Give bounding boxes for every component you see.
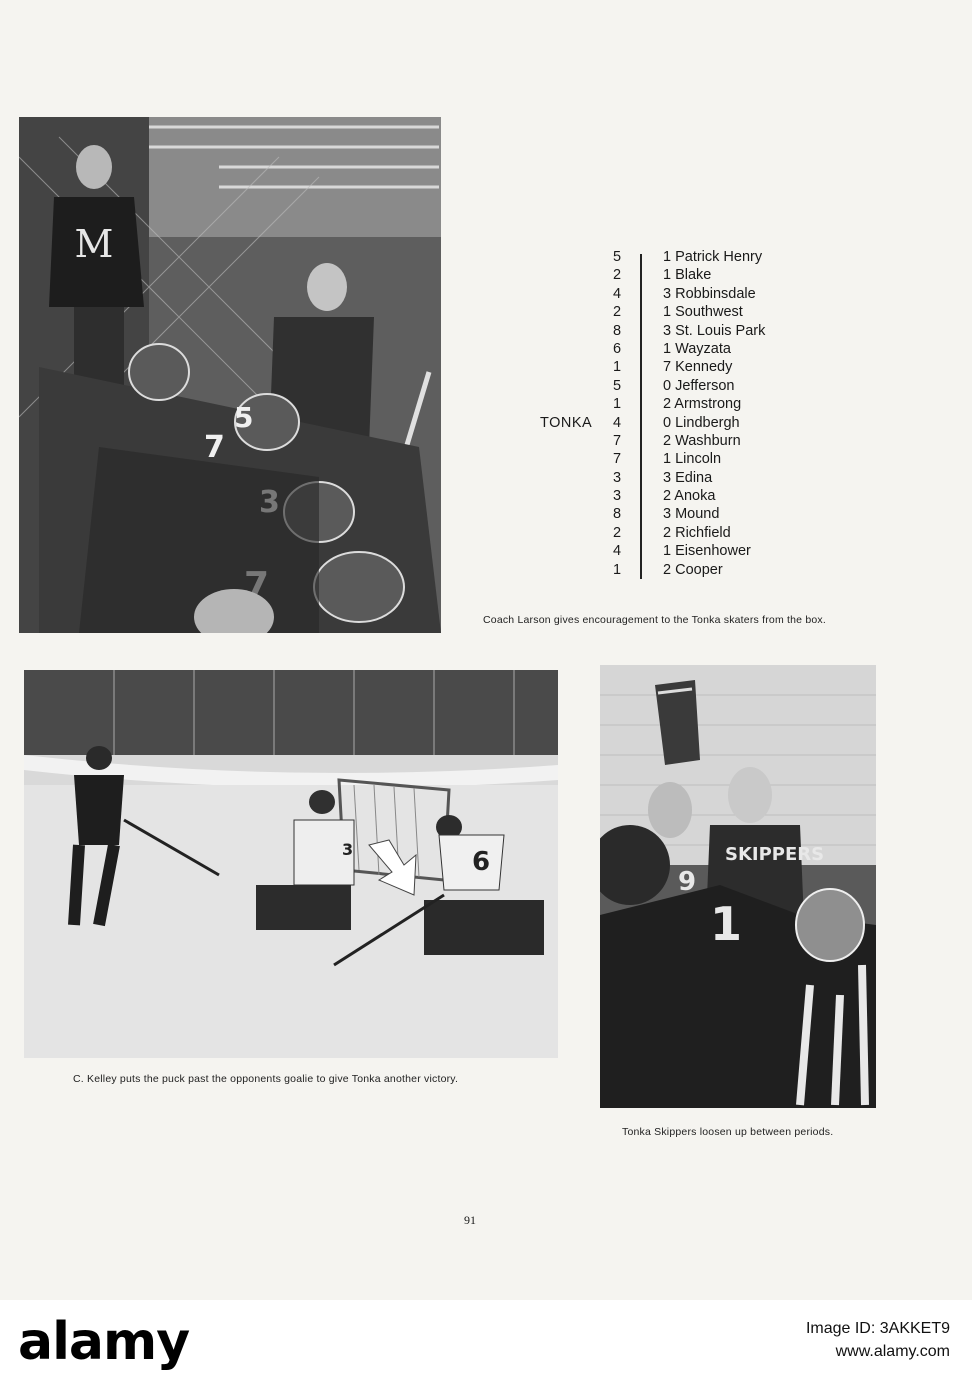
opponent-score: 2 Anoka xyxy=(663,488,716,505)
score-row xyxy=(540,487,800,505)
tonka-score: 3 xyxy=(612,488,622,505)
tonka-score: 4 xyxy=(612,543,622,560)
opponent-score: 1 Patrick Henry xyxy=(663,249,763,265)
footer-url: www.alamy.com xyxy=(835,1343,950,1360)
tonka-score: 7 xyxy=(612,432,622,449)
opponent-score: 0 Lindbergh xyxy=(663,414,740,431)
opponent-score: 3 Edina xyxy=(663,469,713,486)
opponent-score: 0 Jefferson xyxy=(663,377,735,394)
tonka-score: 1 xyxy=(612,561,622,578)
score-row xyxy=(540,266,800,284)
tonka-score: 5 xyxy=(612,249,622,265)
score-row xyxy=(540,285,800,303)
tonka-score: 2 xyxy=(612,267,622,284)
opponent-score: 2 Washburn xyxy=(663,432,741,449)
opponent-score: 3 St. Louis Park xyxy=(663,322,766,339)
opponent-score: 1 Wayzata xyxy=(663,340,731,357)
photo-coach-bench xyxy=(19,117,441,633)
score-row xyxy=(540,561,800,579)
opponent-score: 2 Cooper xyxy=(663,561,723,578)
tonka-score: 4 xyxy=(612,414,622,431)
caption-kelley: C. Kelley puts the puck past the opponents goalie to give Tonka another victory. xyxy=(73,1073,459,1085)
score-row xyxy=(540,248,800,266)
score-row xyxy=(540,450,800,468)
image-id: Image ID: 3AKKET9 xyxy=(805,1320,950,1337)
opponent-score: 3 Robbinsdale xyxy=(663,285,756,302)
opponent-score: 2 Richfield xyxy=(663,524,731,541)
tonka-score: 4 xyxy=(612,285,622,302)
score-row xyxy=(540,524,800,542)
jersey-number-b: 1 xyxy=(710,897,743,951)
opponent-score: 1 Blake xyxy=(663,267,712,284)
tonka-score: 8 xyxy=(612,322,622,339)
bench-number-1: 5 xyxy=(234,401,254,434)
score-row xyxy=(540,377,800,395)
watermark-footer xyxy=(0,1300,972,1390)
caption-skippers: Tonka Skippers loosen up between periods. xyxy=(622,1126,834,1138)
alamy-logo: alamy xyxy=(18,1312,190,1372)
score-row xyxy=(540,542,800,560)
score-row xyxy=(540,322,800,340)
opponent-score: 1 Southwest xyxy=(663,304,743,321)
goalie-number: 3 xyxy=(342,840,354,859)
photo-skippers-bench xyxy=(600,665,876,1108)
caption-coach: Coach Larson gives encouragement to the Tonka skaters from the box. xyxy=(483,614,826,626)
tonka-score: 7 xyxy=(612,451,622,468)
team-label: TONKA xyxy=(540,414,593,431)
score-row xyxy=(540,414,800,432)
opponent-score: 1 Lincoln xyxy=(663,451,722,468)
score-row xyxy=(540,505,800,523)
tonka-score: 1 xyxy=(612,396,622,413)
jersey-text-top: SKIPPERS xyxy=(725,844,825,865)
tonka-score: 8 xyxy=(612,506,622,523)
score-row xyxy=(540,303,800,321)
score-row xyxy=(540,395,800,413)
bench-number-2: 7 xyxy=(204,430,225,465)
jersey-number-a: 9 xyxy=(678,867,697,897)
score-row xyxy=(540,340,800,358)
score-row xyxy=(540,358,800,376)
skater-number: 6 xyxy=(472,847,491,877)
photo-goal-scored xyxy=(24,670,558,1058)
tonka-score: 3 xyxy=(612,469,622,486)
opponent-score: 7 Kennedy xyxy=(663,359,733,376)
season-scores xyxy=(540,248,800,579)
tonka-score: 2 xyxy=(612,524,622,541)
tonka-score: 6 xyxy=(612,340,622,357)
jacket-letter: M xyxy=(74,222,114,266)
tonka-score: 5 xyxy=(612,377,622,394)
page-number: 91 xyxy=(464,1213,476,1227)
opponent-score: 3 Mound xyxy=(663,506,720,523)
tonka-score: 2 xyxy=(612,304,622,321)
tonka-score: 1 xyxy=(612,359,622,376)
image-id-block xyxy=(806,1317,950,1363)
score-row xyxy=(540,469,800,487)
score-row xyxy=(540,432,800,450)
opponent-score: 2 Armstrong xyxy=(663,396,742,413)
opponent-score: 1 Eisenhower xyxy=(663,543,751,560)
